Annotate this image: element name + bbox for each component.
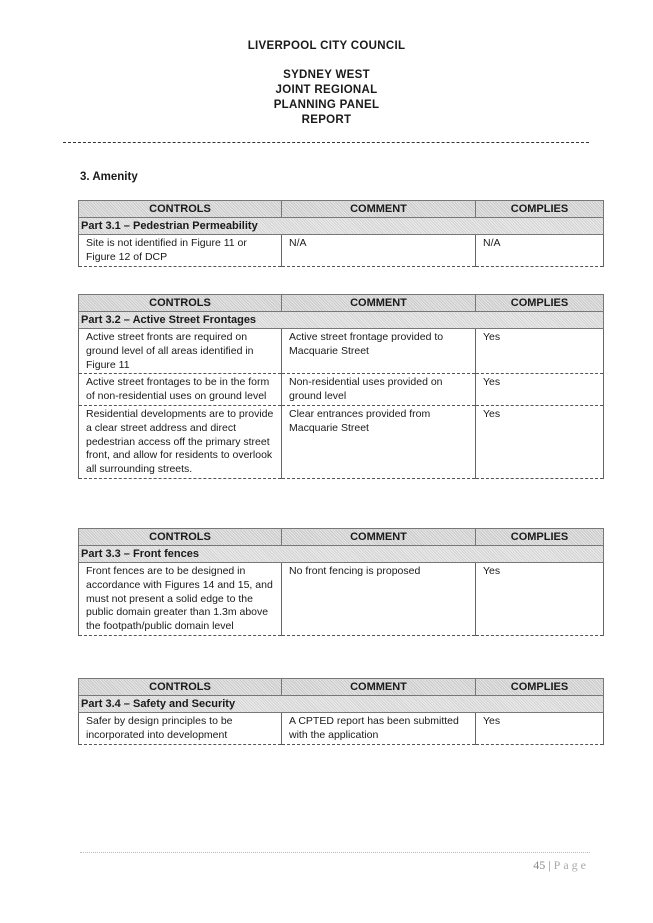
comment-header: COMMENT — [282, 679, 476, 696]
table-header-row — [79, 295, 604, 312]
control-cell: Active street frontages to be in the form of non-residential uses on ground level — [79, 374, 282, 406]
controls-header: CONTROLS — [79, 679, 282, 696]
control-cell: Active street fronts are required on ground level of all areas identified in Figure 11 — [79, 329, 282, 374]
report-line: PLANNING PANEL — [273, 99, 380, 111]
complies-header: COMPLIES — [476, 201, 604, 218]
comment-cell: Active street frontage provided to Macquarie Street — [282, 329, 476, 374]
council-title: LIVERPOOL CITY COUNCIL — [247, 40, 406, 52]
report-line: JOINT REGIONAL — [275, 84, 378, 96]
table-header-row — [79, 529, 604, 546]
report-line: SYDNEY WEST — [283, 69, 370, 81]
complies-header: COMPLIES — [476, 295, 604, 312]
table-header-row — [79, 201, 604, 218]
comment-header: COMMENT — [282, 295, 476, 312]
complies-cell: Yes — [476, 405, 604, 478]
controls-header: CONTROLS — [79, 295, 282, 312]
comment-cell: No front fencing is proposed — [282, 563, 476, 636]
part-row — [79, 312, 604, 329]
report-line: REPORT — [301, 114, 352, 126]
controls-header: CONTROLS — [79, 529, 282, 546]
part-row — [79, 218, 604, 235]
control-cell: Site is not identified in Figure 11 or Figure 12 of DCP — [79, 235, 282, 267]
control-cell: Residential developments are to provide a clear street address and direct pedestrian access off the primary street front, and allow for residents to overlook all surrounding streets. — [79, 405, 282, 478]
part-row — [79, 696, 604, 713]
comment-header: COMMENT — [282, 529, 476, 546]
comment-cell: N/A — [282, 235, 476, 267]
table-header-row — [79, 679, 604, 696]
table-row — [79, 563, 604, 636]
table-row — [79, 235, 604, 267]
table-row — [79, 405, 604, 478]
page-number: 45 — [533, 858, 546, 872]
header-divider — [63, 142, 589, 143]
control-cell: Safer by design principles to be incorporated into development — [79, 713, 282, 745]
part-title: Part 3.3 – Front fences — [79, 546, 604, 563]
table-row — [79, 329, 604, 374]
comment-cell: Clear entrances provided from Macquarie Street — [282, 405, 476, 478]
controls-table-3-4 — [78, 678, 604, 745]
part-title: Part 3.2 – Active Street Frontages — [79, 312, 604, 329]
comment-cell: A CPTED report has been submitted with the application — [282, 713, 476, 745]
footer-divider — [80, 852, 590, 853]
complies-header: COMPLIES — [476, 529, 604, 546]
page-footer — [533, 858, 589, 873]
control-cell: Front fences are to be designed in accordance with Figures 14 and 15, and must not present a solid edge to the public domain greater than 1.3m above the footpath/public domain level — [79, 563, 282, 636]
complies-header: COMPLIES — [476, 679, 604, 696]
table-row — [79, 713, 604, 745]
complies-cell: N/A — [476, 235, 604, 267]
part-title: Part 3.4 – Safety and Security — [79, 696, 604, 713]
controls-table-3-3 — [78, 528, 604, 636]
page-label: Page — [553, 858, 589, 872]
complies-cell: Yes — [476, 329, 604, 374]
complies-cell: Yes — [476, 374, 604, 406]
complies-cell: Yes — [476, 713, 604, 745]
table-row — [79, 374, 604, 406]
comment-header: COMMENT — [282, 201, 476, 218]
part-title: Part 3.1 – Pedestrian Permeability — [79, 218, 604, 235]
comment-cell: Non-residential uses provided on ground level — [282, 374, 476, 406]
controls-header: CONTROLS — [79, 201, 282, 218]
page-separator: | — [548, 858, 551, 872]
controls-table-3-1 — [78, 200, 604, 267]
section-title: 3. Amenity — [80, 171, 138, 183]
complies-cell: Yes — [476, 563, 604, 636]
part-row — [79, 546, 604, 563]
controls-table-3-2 — [78, 294, 604, 479]
